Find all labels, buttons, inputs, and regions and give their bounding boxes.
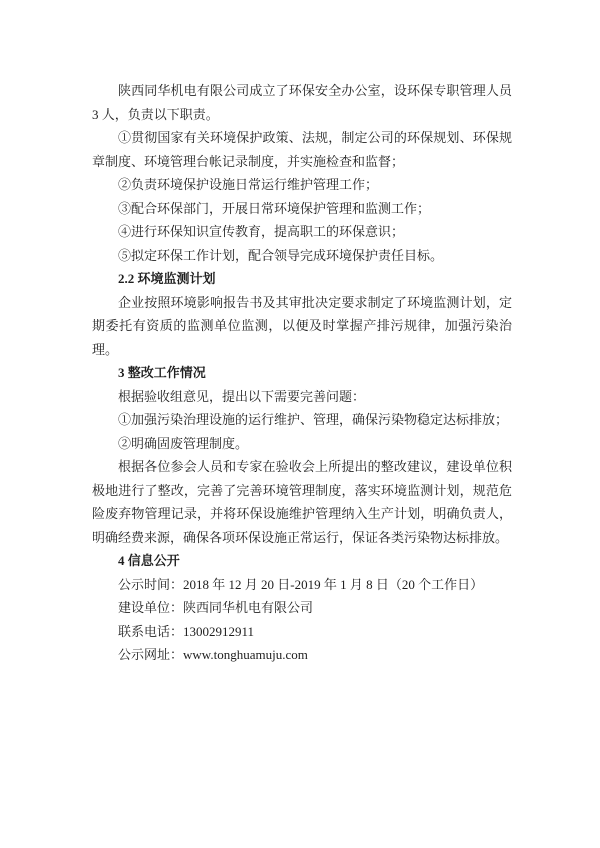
info-label: 公示网址：	[118, 647, 184, 662]
heading-4-information-disclosure: 4 信息公开	[118, 553, 180, 568]
intro-paragraph: 陕西同华机电有限公司成立了环保安全办公室，设环保专职管理人员 3 人，负责以下职责。	[92, 83, 512, 122]
info-label: 公示时间：	[118, 576, 184, 592]
duty-item-5: ⑤拟定环保工作计划，配合领导完成环境保护责任目标。	[118, 247, 444, 263]
duty-item-1: ①贯彻国家有关环境保护政策、法规，制定公司的环保规划、环保规章制度、环境管理台帐记录制度，并实施检查和监督；	[92, 130, 512, 169]
document-body	[92, 79, 512, 667]
rectification-summary: 根据各位参会人员和专家在验收会上所提出的整改建议，建设单位积极地进行了整改，完善了完善环境管理制度，落实环境监测计划，规范危险废弃物管理记录，并将环保设施维护管理纳入生产计划，明确负责人，明确经费来源，确保各项环保设施正常运行，保证各类污染物达标排放。	[92, 459, 512, 545]
duty-item-4: ④进行环保知识宣传教育，提高职工的环保意识；	[118, 224, 405, 239]
rectification-intro: 根据验收组意见，提出以下需要完善问题：	[118, 388, 366, 404]
rectification-item-1: ①加强污染治理设施的运行维护、管理，确保污染物稳定达标排放；	[118, 412, 509, 427]
info-value: 陕西同华机电有限公司	[183, 600, 314, 615]
monitoring-plan-paragraph: 企业按照环境影响报告书及其审批决定要求制定了环境监测计划，定期委托有资质的监测单位监测，以便及时掌握产排污规律，加强污染治理。	[92, 294, 512, 357]
heading-3-rectification: 3 整改工作情况	[118, 365, 206, 380]
heading-2-2-monitoring-plan: 2.2 环境监测计划	[118, 271, 216, 286]
duty-item-3: ③配合环保部门，开展日常环境保护管理和监测工作；	[118, 200, 431, 216]
contact-phone	[92, 620, 512, 644]
info-value: 2018 年 12 月 20 日-2019 年 1 月 8 日（20 个工作日）	[183, 576, 484, 592]
public-notice-period	[92, 573, 512, 597]
rectification-item-2: ②明确固废管理制度。	[118, 435, 249, 451]
duty-item-2: ②负责环境保护设施日常运行维护管理工作；	[118, 177, 379, 192]
notice-website	[92, 643, 512, 667]
info-value: 13002912911	[183, 623, 255, 639]
info-value: www.tonghuamuju.com	[183, 647, 308, 662]
info-label: 建设单位：	[118, 600, 184, 615]
construction-unit	[92, 596, 512, 620]
info-label: 联系电话：	[118, 623, 184, 639]
